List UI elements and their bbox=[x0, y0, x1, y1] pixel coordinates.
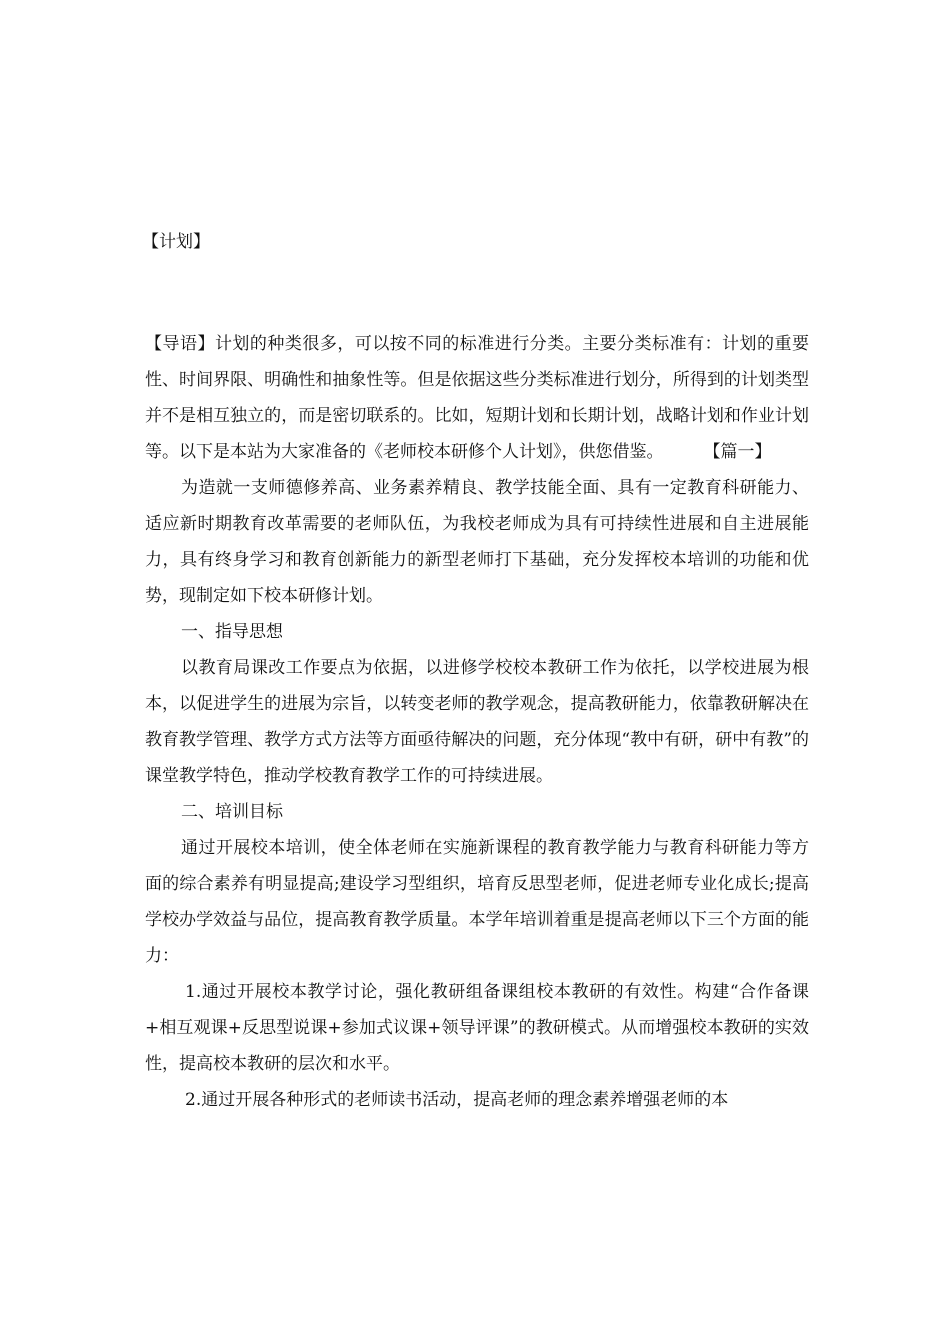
paragraph-guiding-ideology: 以教育局课改工作要点为依据，以进修学校校本教研工作为依托，以学校进展为根本，以促进学生的进展为宗旨，以转变老师的教学观念，提高教研能力，依靠教研解决在教育教学管理、教学方式方法等方面亟待解决的问题，充分体现“教中有研，研中有教”的课堂教学特色，推动学校教育教学工作的可持续进展。 bbox=[145, 658, 809, 786]
heading-training-goals: 二、培训目标 bbox=[181, 802, 283, 822]
heading-guiding-ideology: 一、指导思想 bbox=[181, 622, 283, 642]
list-item-1: 1.通过开展校本教学讨论，强化教研组备课组校本教研的有效性。构建“合作备课+相互观课+反思型说课+参加式议课+领导评课”的教研模式。从而增强校本教研的实效性，提高校本教研的层次和水平。 bbox=[145, 982, 809, 1074]
paragraph-purpose: 为造就一支师德修养高、业务素养精良、教学技能全面、具有一定教育科研能力、适应新时期教育改革需要的老师队伍，为我校老师成为具有可持续性进展和自主进展能力，具有终身学习和教育创新能力的新型老师打下基础，充分发挥校本培训的功能和优势，现制定如下校本研修计划。 bbox=[145, 478, 809, 606]
section-marker: 【篇一】 bbox=[703, 442, 772, 462]
paragraph-training-goals: 通过开展校本培训，使全体老师在实施新课程的教育教学能力与教育科研能力等方面的综合素养有明显提高;建设学习型组织，培育反思型老师，促进老师专业化成长;提高学校办学效益与品位，提高教育教学质量。本学年培训着重是提高老师以下三个方面的能力： bbox=[145, 838, 809, 966]
intro-text: 【导语】计划的种类很多，可以按不同的标准进行分类。主要分类标准有：计划的重要性、时间界限、明确性和抽象性等。但是依据这些分类标准进行划分，所得到的计划类型并不是相互独立的，而是密切联系的。比如，短期计划和长期计划，战略计划和作业计划等。以下是本站为大家准备的《老师校本研修个人计划》，供您借鉴。 bbox=[145, 334, 809, 462]
intro-paragraph bbox=[145, 326, 809, 470]
list-item-2: 2.通过开展各种形式的老师读书活动，提高老师的理念素养增强老师的本 bbox=[185, 1090, 729, 1110]
document-body bbox=[145, 326, 809, 1118]
document-title: 【计划】 bbox=[142, 232, 210, 252]
